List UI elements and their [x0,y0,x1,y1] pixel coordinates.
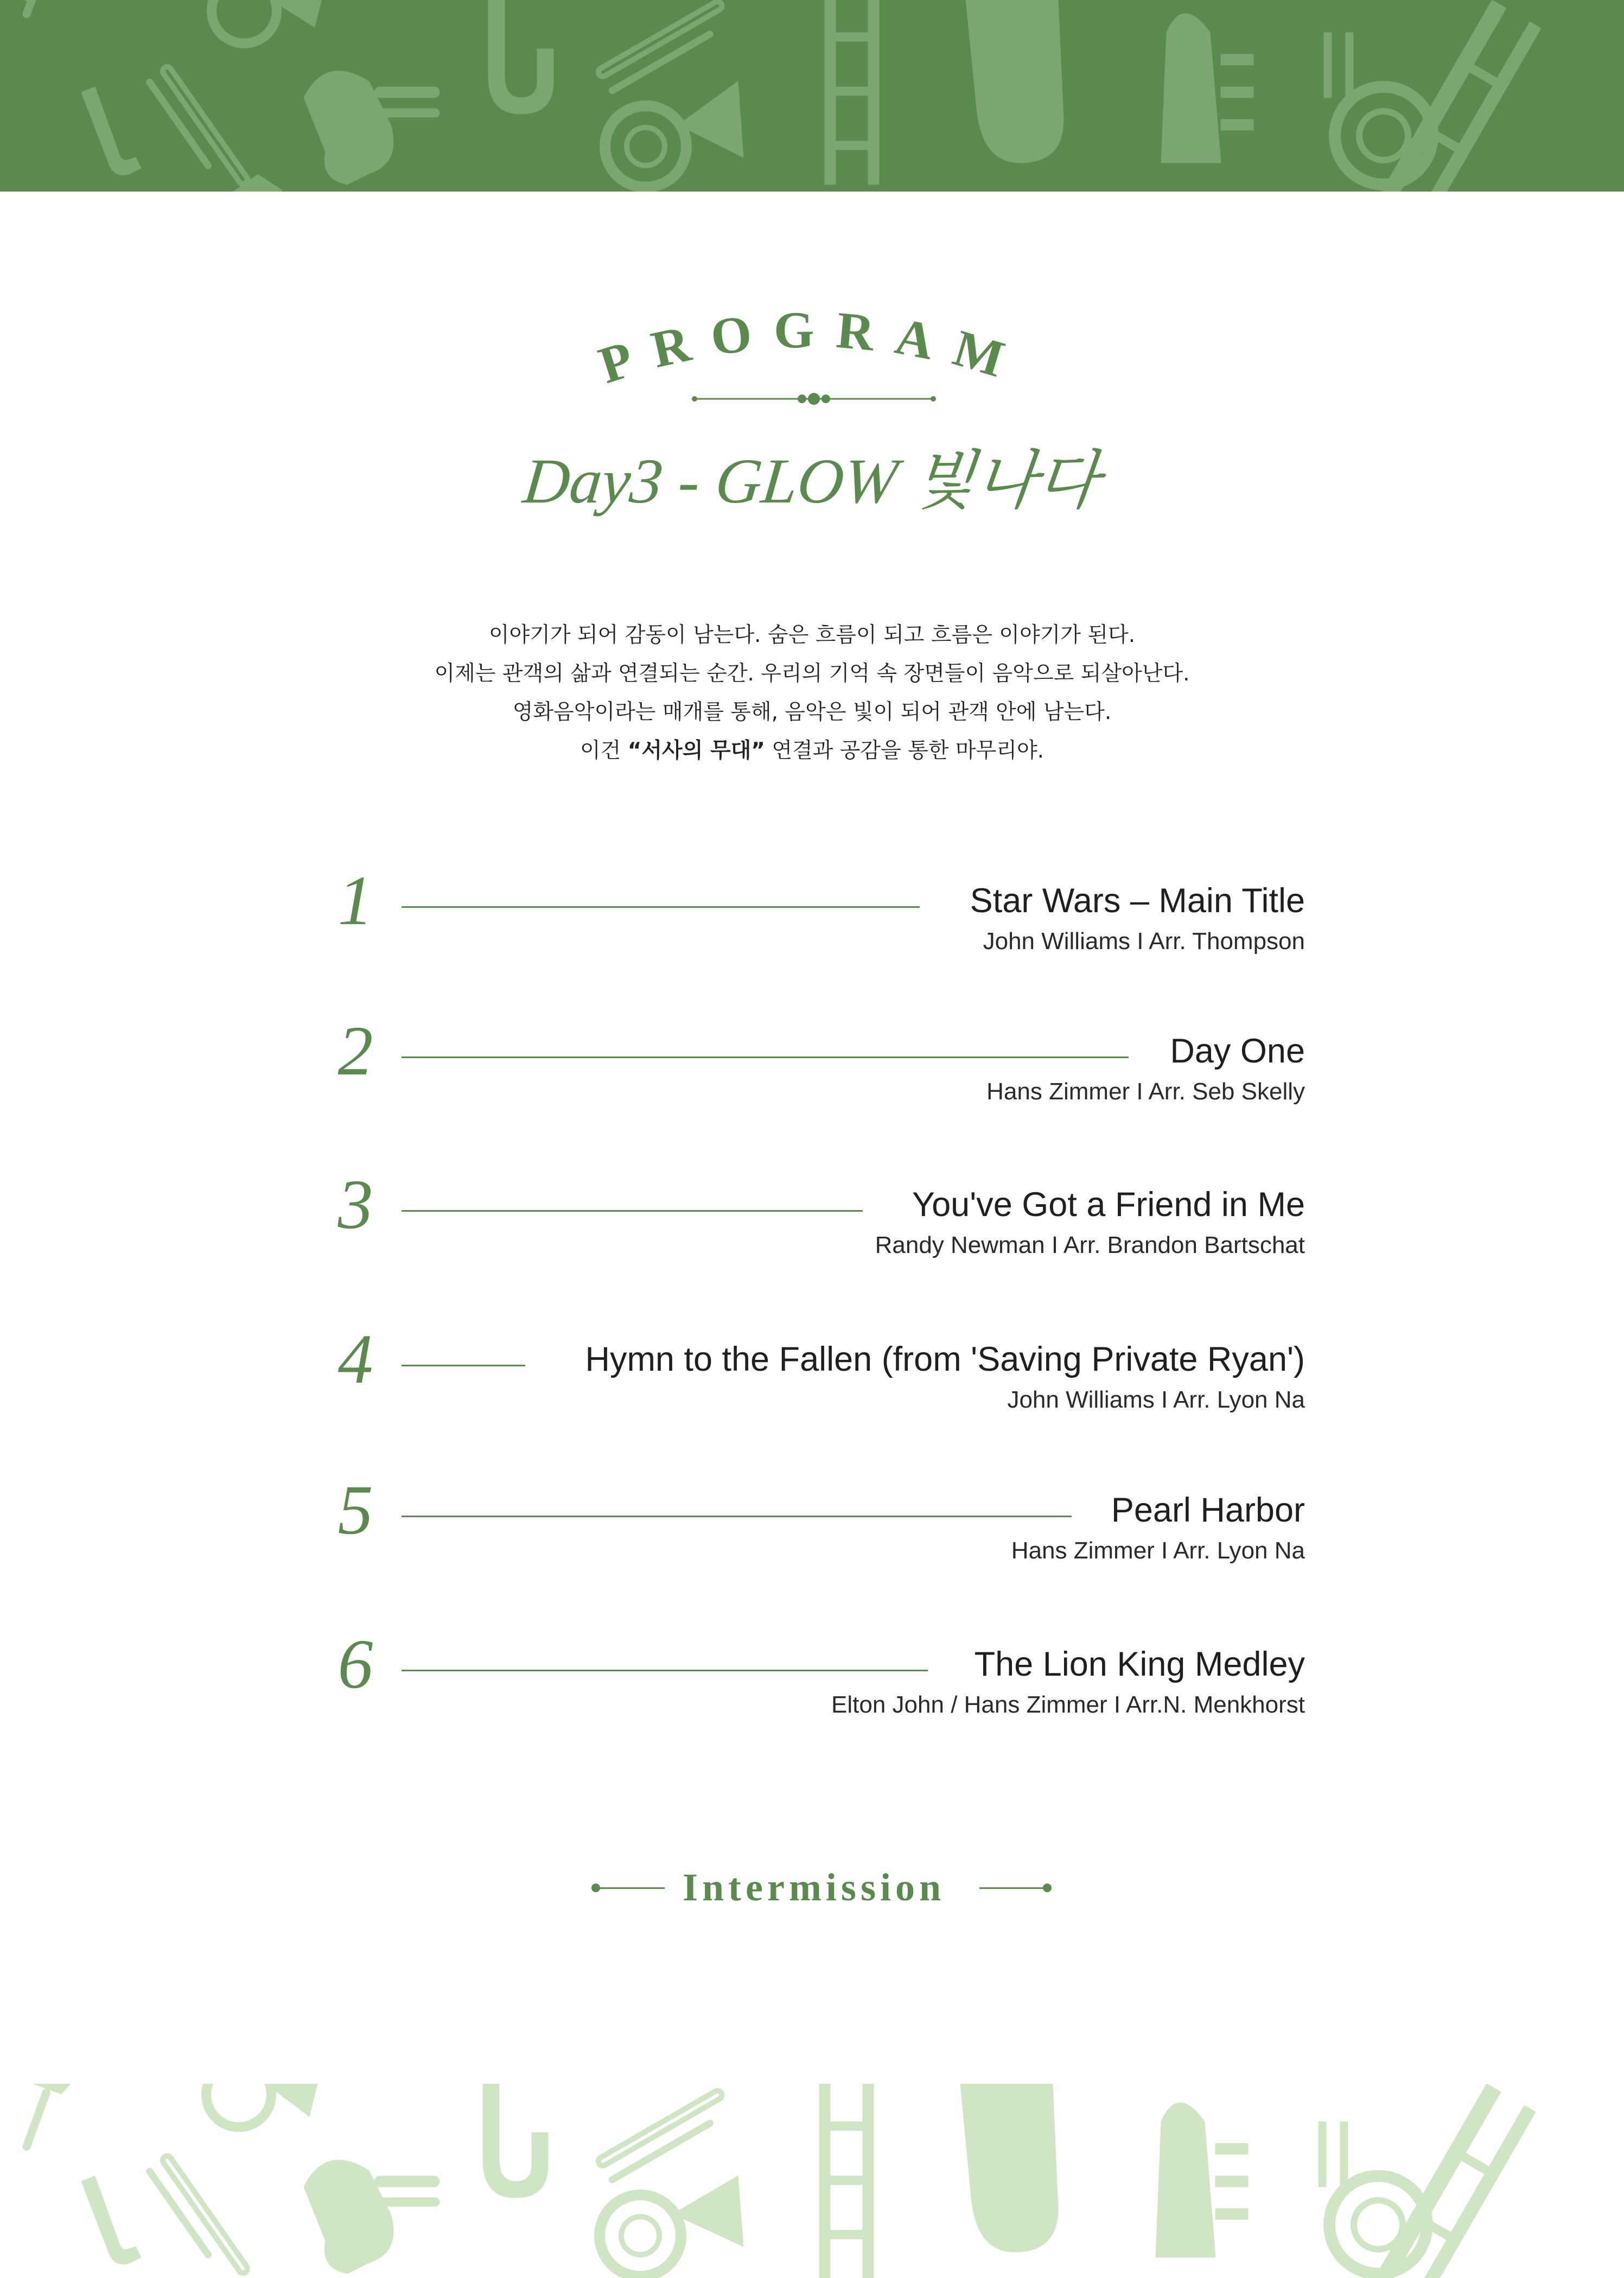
french-horn-icon [206,2084,320,2127]
instrument-pattern [0,2084,1624,2278]
item-divider [402,1670,928,1671]
saxophone-icon [966,0,1063,163]
instrument-pattern [0,0,1624,192]
saxophone-icon [488,0,553,114]
french-horn-icon [600,2176,743,2276]
trombone-icon [825,0,879,184]
top-banner [0,0,1624,192]
item-credit: Hans Zimmer I Arr. Lyon Na [1011,1537,1305,1564]
program-item-5 [326,1471,1305,1597]
trombone-icon [597,2089,733,2184]
program-item-1 [326,862,1305,988]
bottom-banner [0,2084,1624,2278]
saxophone-icon [483,2084,548,2198]
item-number: 4 [337,1320,373,1398]
tuba-icon [304,71,440,184]
item-number: 6 [337,1625,373,1703]
item-number: 3 [337,1166,373,1244]
item-number: 1 [337,862,373,940]
item-number: 5 [337,1471,373,1549]
tuba-icon [304,2160,440,2274]
intro-line: 이야기가 되어 감동이 남는다. 숨은 흐름이 되고 흐름은 이야기가 된다. [488,623,1136,647]
tuba-icon [1156,2103,1248,2257]
french-horn-icon [1319,2122,1427,2274]
tuba-icon [1161,14,1253,163]
french-horn-icon [605,81,743,187]
item-divider [402,906,920,908]
saxophone-icon [960,2084,1058,2252]
item-divider [402,1365,525,1366]
intermission [0,1860,1624,1914]
intro-line: 이건 “서사의 무대” 연결과 공감을 통한 마무리야. [579,739,1045,763]
item-title: Hymn to the Fallen (from 'Saving Private Ryan') [585,1340,1305,1378]
french-horn-icon [212,0,326,43]
item-title: Pearl Harbor [1111,1491,1305,1529]
item-credit: Hans Zimmer I Arr. Seb Skelly [986,1078,1305,1105]
trombone-icon [819,2084,874,2278]
item-title: Star Wars – Main Title [970,882,1305,920]
trumpet-icon [1,2084,80,2159]
saxophone-icon [81,2176,141,2264]
item-divider [402,1210,863,1212]
item-credit: John Williams I Arr. Lyon Na [1007,1386,1305,1413]
trombone-icon [597,0,733,95]
day-subtitle: Day3 - GLOW 빛나다 [520,446,1103,517]
item-title: Day One [1170,1032,1305,1070]
program-label: PROGRAM [592,304,1031,385]
program-item-4 [326,1320,1305,1446]
ornament-dot [1043,1884,1052,1892]
trumpet-icon [1,0,80,26]
item-credit: John Williams I Arr. Thompson [983,928,1305,955]
intermission-label: Intermission [682,1866,946,1909]
program-item-6 [326,1625,1305,1751]
item-divider [402,1516,1072,1517]
item-number: 2 [337,1012,373,1090]
item-credit: Elton John / Hans Zimmer I Arr.N. Menkhorst [831,1691,1305,1718]
program-item-2 [326,1012,1305,1138]
item-title: The Lion King Medley [974,1645,1305,1683]
trombone-icon [132,53,282,192]
intro-highlight: “서사의 무대” [627,739,765,763]
ornament-line [597,1887,665,1889]
svg-text:PROGRAM [593,304,1031,385]
program-item-3 [326,1166,1305,1291]
intro-line: 영화음악이라는 매개를 통해, 음악은 빛이 되어 관객 안에 남는다. [512,700,1112,724]
intro-text [0,616,1624,770]
item-credit: Randy Newman I Arr. Brandon Bartschat [875,1232,1305,1258]
program-heading [0,304,1624,385]
ornament-line [979,1887,1047,1889]
intro-line: 이제는 관객의 삶과 연결되는 순간. 우리의 기억 속 장면들이 음악으로 되살아난다. [434,661,1190,686]
ornament-divider [689,388,939,410]
item-title: You've Got a Friend in Me [912,1186,1305,1224]
saxophone-icon [81,87,141,175]
trombone-icon [145,2154,249,2278]
item-divider [402,1057,1129,1058]
